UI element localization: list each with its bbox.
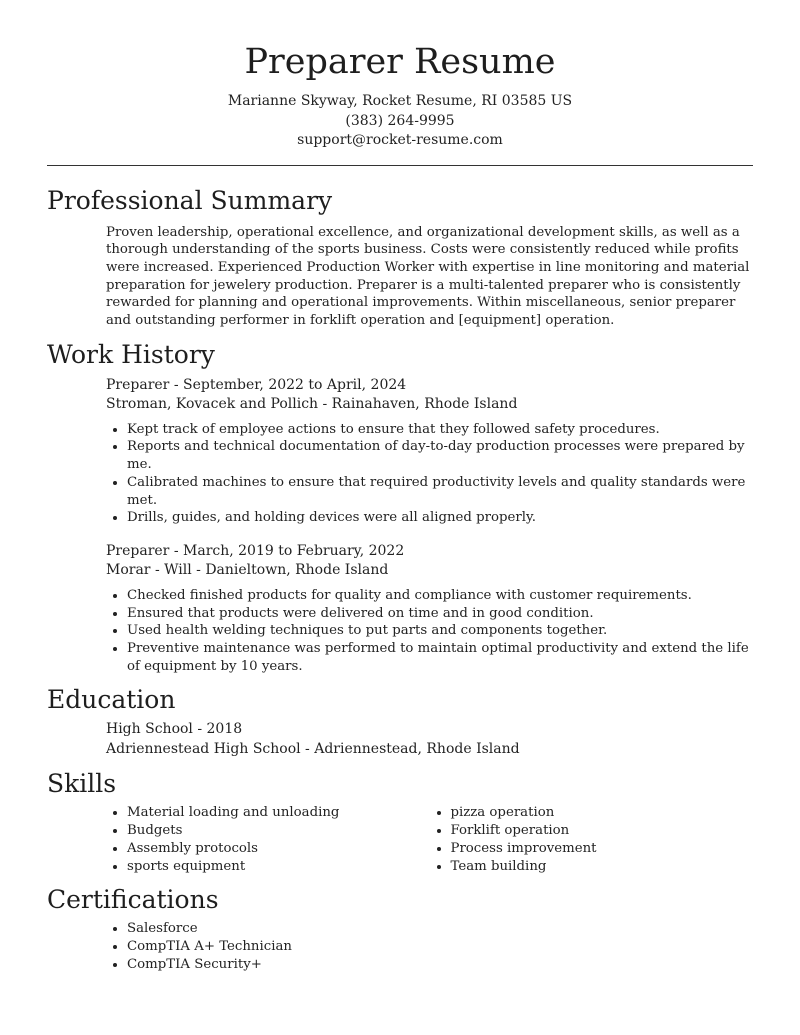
skill-item: • Assembly protocols	[127, 840, 430, 858]
certification-item: • CompTIA A+ Technician	[127, 938, 753, 956]
job-title: Preparer - March, 2019 to February, 2022	[106, 542, 405, 559]
skill-item: • Material loading and unloading	[127, 804, 430, 822]
job-bullet: • Checked finished products for quality and compliance with customer requirements.	[127, 587, 753, 605]
contact-phone: (383) 264-9995	[345, 112, 455, 129]
skill-item: • sports equipment	[127, 858, 430, 876]
education-degree: High School - 2018	[106, 721, 243, 738]
job-entry	[106, 376, 753, 527]
skill-item: • Forklift operation	[451, 822, 754, 840]
summary-section	[47, 184, 753, 330]
job-bullet: • Drills, guides, and holding devices were all aligned properly.	[127, 509, 753, 527]
job-entry	[106, 542, 753, 676]
header-divider	[47, 165, 753, 166]
education-school: Adriennestead High School - Adriennestead, Rhode Island	[106, 740, 520, 757]
skills-list	[106, 804, 753, 875]
contact-address: Marianne Skyway, Rocket Resume, RI 03585 US	[227, 93, 573, 109]
certifications-list	[106, 920, 753, 973]
skills-column-left	[106, 804, 430, 875]
certification-item: • CompTIA Security+	[127, 956, 753, 974]
work-section	[47, 338, 753, 676]
job-bullet: • Used health welding techniques to put parts and components together.	[127, 622, 753, 640]
job-bullet: • Ensured that products were delivered on time and in good condition.	[127, 605, 753, 623]
certifications-heading: Certifications	[47, 885, 219, 915]
job-bullets	[106, 587, 753, 676]
job-bullet: • Reports and technical documentation of day-to-day production processes were prepared by me.	[127, 438, 753, 473]
summary-heading: Professional Summary	[47, 185, 333, 215]
job-bullet: • Kept track of employee actions to ensure that they followed safety procedures.	[127, 421, 753, 439]
education-section	[47, 683, 753, 759]
job-title: Preparer - September, 2022 to April, 2024	[106, 376, 407, 393]
job-bullets	[106, 421, 753, 527]
skill-item: • Team building	[451, 858, 754, 876]
resume-header	[0, 0, 800, 151]
skills-column-right	[430, 804, 754, 875]
contact-email: support@rocket-resume.com	[297, 132, 503, 148]
skill-item: • Process improvement	[451, 840, 754, 858]
skills-section	[47, 767, 753, 875]
skills-heading: Skills	[47, 769, 117, 799]
skill-item: • Budgets	[127, 822, 430, 840]
job-bullet: • Preventive maintenance was performed to maintain optimal productivity and extend the life of equipment by 10 years.	[127, 640, 753, 675]
job-employer: Stroman, Kovacek and Pollich - Rainahaven, Rhode Island	[106, 396, 518, 413]
certification-item: • Salesforce	[127, 920, 753, 938]
job-bullet: • Calibrated machines to ensure that required productivity levels and quality standards were met.	[127, 474, 753, 509]
certifications-section	[47, 883, 753, 973]
summary-text: Proven leadership, operational excellence, and organizational development skills, as well as a thorough understanding of the sports business. Costs were consistently reduced while profits were increased. Experienced Production Worker with expertise in line monitoring and material preparation for jewelery production. Preparer is a multi-talented preparer who is consistently rewarded for planning and operational improvements. Within miscellaneous, senior preparer and outstanding performer in forklift operation and [equipment] operation.	[106, 224, 750, 329]
job-employer: Morar - Will - Danieltown, Rhode Island	[106, 562, 389, 579]
education-heading: Education	[47, 685, 176, 715]
work-heading: Work History	[47, 339, 215, 369]
resume-title: Preparer Resume	[244, 42, 556, 82]
skill-item: • pizza operation	[451, 804, 754, 822]
contact-block	[0, 92, 800, 151]
